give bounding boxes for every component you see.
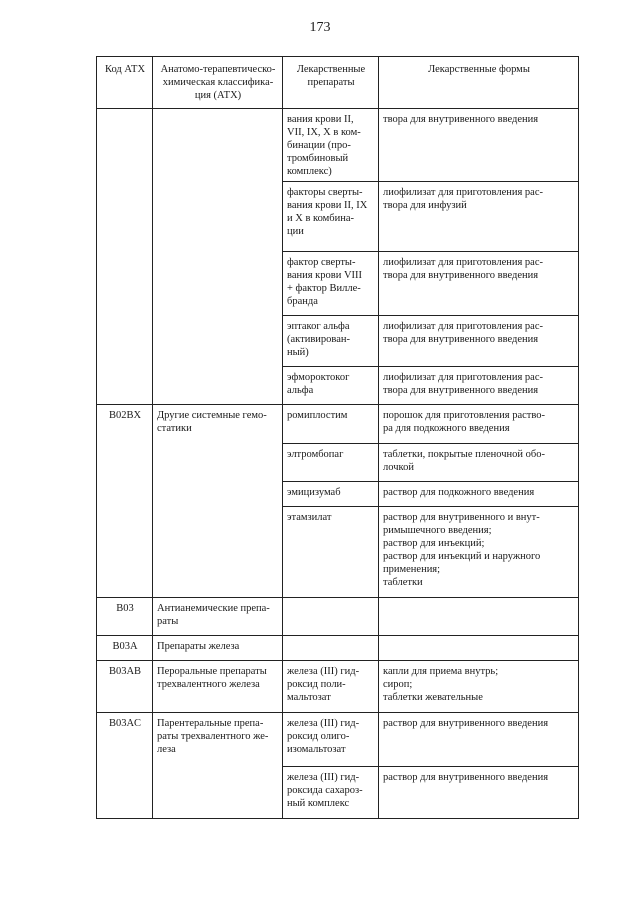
table-row bbox=[97, 405, 579, 444]
atc-code-cell: B03AB bbox=[97, 661, 153, 713]
atc-table bbox=[96, 56, 579, 819]
form-cell bbox=[379, 598, 579, 636]
atc-code-cell: B02BX bbox=[97, 405, 153, 598]
form-cell: лиофилизат для приготовления рас- твора для внутривенного введения bbox=[379, 367, 579, 405]
atc-class-cell bbox=[153, 109, 283, 405]
header-dosage-forms: Лекарственные формы bbox=[379, 57, 579, 109]
form-cell: раствор для внутривенного и внут- римышечного введения; раствор для инъекций; раствор для инъекций и наружного применения; таблетки bbox=[379, 507, 579, 598]
drug-cell: эфмороктоког альфа bbox=[283, 367, 379, 405]
drug-cell: ромиплостим bbox=[283, 405, 379, 444]
form-cell: лиофилизат для приготовления рас- твора для внутривенного введения bbox=[379, 252, 579, 316]
atc-class-cell: Парентеральные препа- раты трехвалентного же- леза bbox=[153, 713, 283, 819]
table-row bbox=[97, 661, 579, 713]
form-cell: порошок для приготовления раство- ра для подкожного введения bbox=[379, 405, 579, 444]
atc-code-cell: B03AC bbox=[97, 713, 153, 819]
drug-cell: этамзилат bbox=[283, 507, 379, 598]
table-header-row bbox=[97, 57, 579, 109]
table-row bbox=[97, 598, 579, 636]
drug-cell: элтромбопаг bbox=[283, 444, 379, 482]
form-cell: раствор для подкожного введения bbox=[379, 482, 579, 507]
drug-cell: вания крови II, VII, IX, X в ком- бинации (про- тромбиновый комплекс) bbox=[283, 109, 379, 182]
header-drugs: Лекарственные препараты bbox=[283, 57, 379, 109]
form-cell: лиофилизат для приготовления рас- твора для внутривенного введения bbox=[379, 316, 579, 367]
atc-class-cell: Другие системные гемо- статики bbox=[153, 405, 283, 598]
atc-class-cell: Препараты железа bbox=[153, 636, 283, 661]
atc-class-cell: Антианемические препа- раты bbox=[153, 598, 283, 636]
form-cell bbox=[379, 636, 579, 661]
table-row bbox=[97, 109, 579, 182]
form-cell: раствор для внутривенного введения bbox=[379, 713, 579, 767]
atc-class-cell: Пероральные препараты трехвалентного железа bbox=[153, 661, 283, 713]
drug-cell: железа (III) гид- роксид олиго- изомальтозат bbox=[283, 713, 379, 767]
form-cell: лиофилизат для приготовления рас- твора для инфузий bbox=[379, 182, 579, 252]
drug-cell bbox=[283, 598, 379, 636]
drug-cell: фактор сверты- вания крови VIII + фактор Вилле- бранда bbox=[283, 252, 379, 316]
drug-cell: железа (III) гид- роксида сахароз- ный комплекс bbox=[283, 767, 379, 819]
form-cell: раствор для внутривенного введения bbox=[379, 767, 579, 819]
drug-cell: факторы сверты- вания крови II, IX и X в комбина- ции bbox=[283, 182, 379, 252]
atc-code-cell bbox=[97, 109, 153, 405]
table-row bbox=[97, 713, 579, 767]
table-row bbox=[97, 636, 579, 661]
header-atc-code: Код АТХ bbox=[97, 57, 153, 109]
drug-cell: эмицизумаб bbox=[283, 482, 379, 507]
header-atc-classification: Анатомо-терапевтическо- химическая классифика- ция (АТХ) bbox=[153, 57, 283, 109]
form-cell: таблетки, покрытые пленочной обо- лочкой bbox=[379, 444, 579, 482]
drug-cell bbox=[283, 636, 379, 661]
atc-code-cell: B03A bbox=[97, 636, 153, 661]
drug-cell: железа (III) гид- роксид поли- мальтозат bbox=[283, 661, 379, 713]
page-number: 173 bbox=[309, 20, 331, 35]
atc-code-cell: B03 bbox=[97, 598, 153, 636]
form-cell: капли для приема внутрь; сироп; таблетки жевательные bbox=[379, 661, 579, 713]
form-cell: твора для внутривенного введения bbox=[379, 109, 579, 182]
drug-cell: эптаког альфа (активирован- ный) bbox=[283, 316, 379, 367]
